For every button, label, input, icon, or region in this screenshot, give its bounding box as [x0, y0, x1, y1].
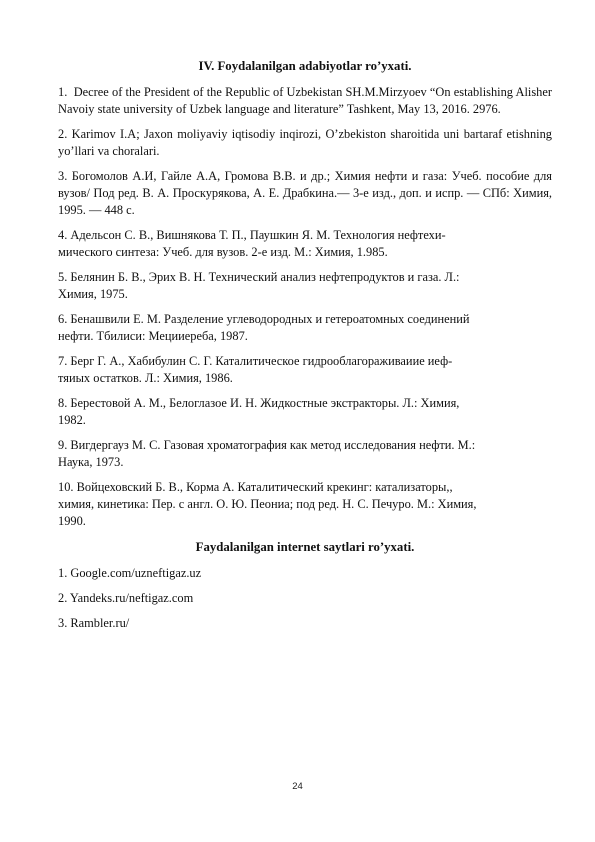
reference-item-1	[58, 84, 552, 118]
reference-line	[58, 353, 552, 370]
page-number: 24	[292, 781, 303, 792]
reference-text-7-line-2: тяиых остатков. Л.: Химия, 1986.	[58, 371, 233, 385]
website-item-3: 3. Rambler.ru/	[58, 616, 130, 630]
reference-item-5	[58, 269, 552, 303]
reference-text-7-line-1: Берг Г. А., Хабибулин С. Г. Каталитическое гидрооблагораживаиие иеф-	[70, 354, 453, 368]
reference-text-2: Karimov I.A; Jaxon moliyaviy iqtisodiy inqirozi, O’zbekiston sharoitida uni bartaraf etishning yo’llari va choralari.	[58, 127, 552, 158]
reference-text-1: Decree of the President of the Republic of Uzbekistan SH.M.Mirzyoev “On establishing Alisher Navoiy state university of Uzbek language and literature” Tashkent, May 13, 2016. 2976.	[58, 85, 552, 116]
page-content	[58, 58, 552, 640]
reference-number-2: 2.	[58, 127, 68, 141]
reference-text-4-line-2: мического синтеза: Учеб. для вузов. 2-е изд. М.: Химия, 1.985.	[58, 245, 388, 259]
reference-text-5-line-1: Белянин Б. В., Эрих В. Н. Технический анализ нефтепродуктов и газа. Л.:	[70, 270, 460, 284]
reference-text-6-line-1: Бенашвили Е. М. Разделение углеводородных и гетероатомных соединений	[70, 312, 470, 326]
reference-number-9: 9.	[58, 438, 68, 452]
reference-item-7	[58, 353, 552, 387]
reference-number-8: 8.	[58, 396, 68, 410]
website-item-1: 1. Google.com/uzneftigaz.uz	[58, 566, 202, 580]
reference-number-10: 10.	[58, 480, 74, 494]
reference-text-8-line-1: Берестовой А. М., Белоглазое И. Н. Жидкостные экстракторы. Л.: Химия,	[70, 396, 460, 410]
reference-item-2	[58, 126, 552, 160]
reference-text-3: Богомолов А.И, Гайле А.А, Громова В.В. и др.; Химия нефти и газа: Учеб. пособие для вузов/ Под ред. В. А. Проскурякова, А. Е. Драбкина.— 3-е изд., доп. и испр. — СПб: Химия, 1995. — 448 с.	[58, 169, 552, 217]
reference-item-10	[58, 479, 552, 530]
reference-item-9	[58, 437, 552, 471]
reference-line	[58, 227, 552, 244]
reference-item-6	[58, 311, 552, 345]
reference-text-9-line-1: Вигдергауз М. С. Газовая хроматография как метод исследования нефти. М.:	[70, 438, 476, 452]
reference-text-9-line-2: Наука, 1973.	[58, 455, 124, 469]
reference-number-5: 5.	[58, 270, 68, 284]
reference-line	[58, 437, 552, 454]
reference-number-3: 3.	[58, 169, 68, 183]
reference-item-4	[58, 227, 552, 261]
reference-item-3	[58, 168, 552, 219]
reference-number-4: 4.	[58, 228, 68, 242]
internet-sites-heading: Faydalanilgan internet saytlari ro’yxati.	[195, 540, 415, 554]
website-item-2: 2. Yandeks.ru/neftigaz.com	[58, 591, 194, 605]
reference-number-7: 7.	[58, 354, 68, 368]
reference-item-8	[58, 395, 552, 429]
reference-line	[58, 479, 552, 496]
reference-number-1: 1.	[58, 85, 68, 99]
reference-number-6: 6.	[58, 312, 68, 326]
reference-line	[58, 269, 552, 286]
reference-text-10-line-3: 1990.	[58, 514, 86, 528]
reference-text-6-line-2: нефти. Тбилиси: Мецииереба, 1987.	[58, 329, 248, 343]
reference-text-10-line-2: химия, кинетика: Пер. с англ. О. Ю. Пеониа; под ред. Н. С. Печуро. М.: Химия,	[58, 497, 477, 511]
reference-text-8-line-2: 1982.	[58, 413, 86, 427]
references-heading: IV. Foydalanilgan adabiyotlar ro’yxati.	[198, 59, 412, 73]
reference-text-5-line-2: Химия, 1975.	[58, 287, 128, 301]
reference-text-10-line-1: Войцеховский Б. В., Корма А. Каталитический крекинг: катализаторы,,	[76, 480, 453, 494]
reference-text-4-line-1: Адельсон С. В., Вишнякова Т. П., Паушкин Я. М. Технология нефтехи-	[70, 228, 446, 242]
reference-line	[58, 311, 552, 328]
reference-line	[58, 395, 552, 412]
